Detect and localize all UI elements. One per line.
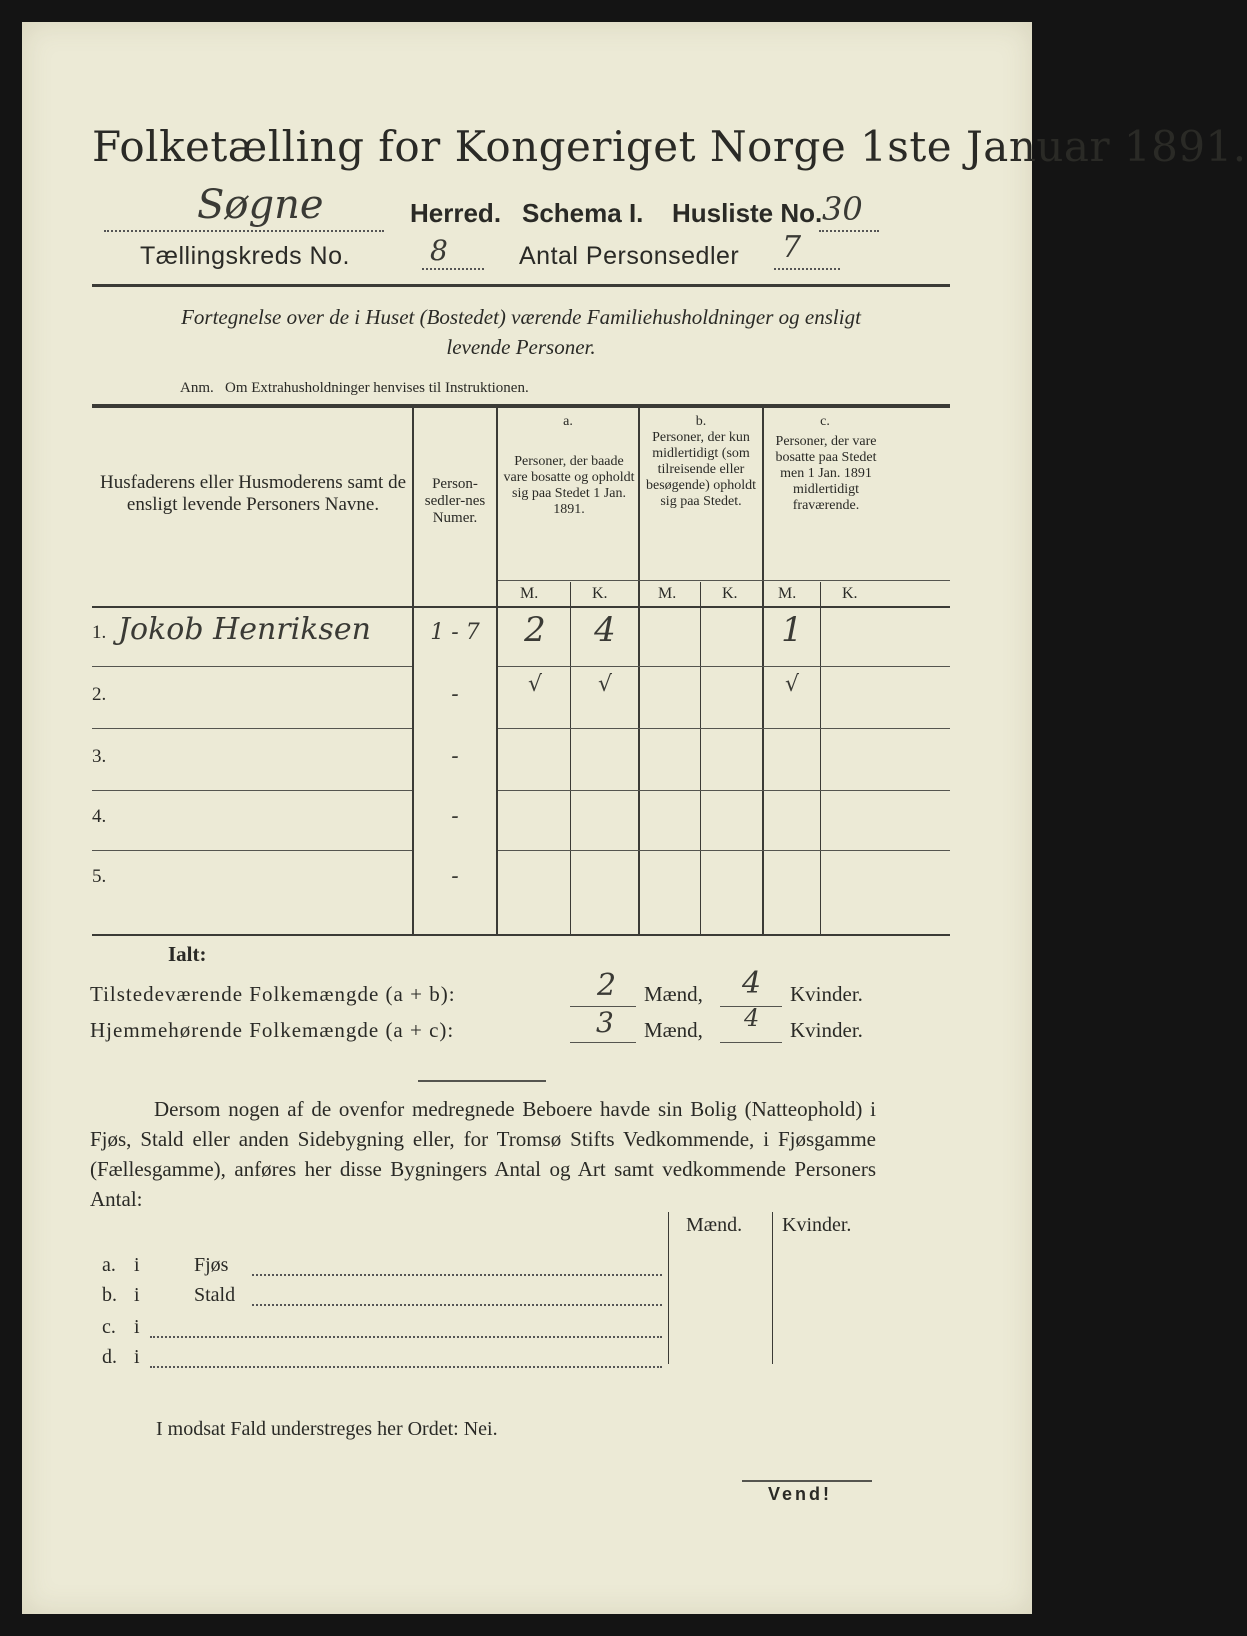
row-rule-values — [498, 666, 950, 667]
row-personsedler-numer: - — [451, 864, 459, 889]
building-item-i: i — [134, 1346, 140, 1368]
row-personsedler-numer: - — [451, 682, 459, 707]
col-divider-a — [570, 582, 571, 934]
section-divider — [418, 1080, 546, 1082]
col-a-header: Personer, der baade vare bosatte og opholdt sig paa Stedet 1 Jan. 1891. — [503, 454, 635, 517]
row-c-m-value: √ — [784, 672, 800, 697]
building-item-dots — [150, 1336, 662, 1338]
kreds-label: Tællingskreds No. — [140, 242, 350, 270]
buildings-paragraph: Dersom nogen af de ovenfor medregnede Beboere havde sin Bolig (Natteophold) i Fjøs, Stald eller anden Sidebygning eller, for Tromsø Stifts Vedkommende, i Fjøsgamme (Fællesgamme), anføres her disse Bygningers Antal og Art samt vedkommende Personers Antal: — [90, 1097, 876, 1211]
kreds-dotted-line — [422, 268, 484, 270]
col-name-header: Husfaderens eller Husmoderens samt de ensligt levende Personers Navne. — [100, 472, 407, 515]
col-b-letter: b. — [695, 414, 707, 429]
vend-rule — [742, 1480, 872, 1482]
husliste-number: 30 — [822, 190, 863, 228]
header-rule — [92, 284, 950, 287]
row-personsedler-numer: - — [451, 744, 459, 769]
col-c-k: K. — [842, 585, 858, 602]
row-rule-name — [92, 728, 412, 729]
nei-note: I modsat Fald understreges her Ordet: Nei. — [156, 1418, 498, 1440]
row-rule-values — [498, 728, 950, 729]
totals-line2-kvinder-line — [720, 1042, 782, 1043]
building-item-letter: a. — [102, 1254, 116, 1276]
totals-line2-maend-line — [570, 1042, 636, 1043]
herred-label: Herred. — [410, 198, 502, 228]
row-rule-values — [498, 790, 950, 791]
table-header-rule — [92, 606, 950, 608]
row-name: Jokob Henriksen — [118, 612, 371, 647]
row-number: 3. — [92, 746, 107, 767]
building-item-dots — [150, 1366, 662, 1368]
col-c-m: M. — [778, 585, 797, 602]
col-c-header: Personer, der vare bosatte paa Stedet men 1 Jan. 1891 midlertidigt fraværende. — [775, 434, 877, 513]
row-number: 2. — [92, 684, 107, 705]
col-divider-c — [820, 582, 821, 934]
row-personsedler-numer: - — [451, 804, 459, 829]
building-item-i: i — [134, 1316, 140, 1338]
totals-line1-label: Tilstedeværende Folkemængde (a + b): — [90, 982, 456, 1006]
herred-dotted-line — [104, 230, 384, 232]
totals-line2-label: Hjemmehørende Folkemængde (a + c): — [90, 1018, 455, 1042]
row-rule-name — [92, 850, 412, 851]
totals-line2-maend: Mænd, — [644, 1018, 703, 1042]
totals-line1-maend: Mænd, — [644, 982, 703, 1006]
totals-line1-kvinder: Kvinder. — [790, 982, 863, 1006]
table-top-rule — [92, 404, 950, 408]
buildings-col-maend: Mænd. — [686, 1214, 743, 1236]
col-num-header: Person-sedler-nes Numer. — [424, 476, 486, 526]
antal-number: 7 — [782, 230, 802, 265]
building-item-dots — [252, 1304, 662, 1306]
buildings-divider-1 — [668, 1212, 669, 1364]
husliste-label: Husliste No. — [672, 198, 823, 228]
row-number: 4. — [92, 806, 107, 827]
row-number: 1. — [92, 622, 107, 643]
col-b-header: Personer, der kun midlertidigt (som tilreisende eller besøgende) opholdt sig paa Stedet. — [645, 430, 757, 509]
row-rule-name — [92, 790, 412, 791]
building-item-i: i — [134, 1254, 140, 1276]
buildings-col-kvinder: Kvinder. — [782, 1214, 852, 1236]
totals-line2-kvinder: Kvinder. — [790, 1018, 863, 1042]
totals-line1-maend-value: 2 — [597, 968, 617, 1003]
table-bottom-rule — [92, 934, 950, 936]
row-rule-values — [498, 850, 950, 851]
building-item-letter: c. — [102, 1316, 116, 1338]
totals-line2-kvinder-value: 4 — [744, 1004, 760, 1032]
col-c-letter: c. — [820, 414, 830, 429]
ialt-label: Ialt: — [168, 942, 207, 966]
schema-label: Schema I. — [522, 198, 644, 228]
row-rule-name — [92, 666, 412, 667]
building-item-i: i — [134, 1284, 140, 1306]
intro-line-2: levende Personer. — [446, 335, 596, 359]
intro-text — [90, 302, 952, 362]
col-a-m: M. — [520, 585, 539, 602]
col-divider-b — [700, 582, 701, 934]
building-item-dots — [252, 1274, 662, 1276]
row-c-m-value: 1 — [781, 610, 803, 650]
antal-label: Antal Personsedler — [519, 242, 740, 270]
building-item-label: Fjøs — [194, 1254, 229, 1276]
row-a-m-value: √ — [527, 672, 543, 697]
col-a-letter: a. — [563, 414, 573, 429]
building-item-letter: b. — [102, 1284, 117, 1306]
anm-note: Anm. Om Extrahusholdninger henvises til Instruktionen. — [180, 380, 529, 396]
col-a-k: K. — [592, 585, 608, 602]
col-b-m: M. — [658, 585, 677, 602]
totals-line2-maend-value: 3 — [596, 1006, 614, 1039]
mk-subheader-rule — [498, 580, 950, 581]
row-a-m-value: 2 — [524, 610, 546, 650]
row-a-k-value: 4 — [594, 610, 616, 650]
building-item-letter: d. — [102, 1346, 117, 1368]
intro-line-1: Fortegnelse over de i Huset (Bostedet) værende Familiehusholdninger og ensligt — [181, 305, 861, 329]
row-personsedler-numer: 1 - 7 — [430, 620, 480, 645]
row-number: 5. — [92, 866, 107, 887]
form-title: Folketælling for Kongeriget Norge 1ste Januar 1891. — [92, 122, 1247, 171]
kreds-number: 8 — [430, 234, 448, 267]
row-a-k-value: √ — [597, 672, 613, 697]
col-divider-1 — [412, 408, 414, 934]
totals-line1-kvinder-value: 4 — [742, 966, 762, 1001]
building-item-label: Stald — [194, 1284, 236, 1306]
census-form-sheet — [22, 22, 1247, 1614]
col-b-k: K. — [722, 585, 738, 602]
herred-name: Søgne — [197, 182, 324, 228]
buildings-divider-2 — [772, 1212, 773, 1364]
husliste-dotted-line — [819, 230, 879, 232]
antal-dotted-line — [774, 268, 840, 270]
vend-label: Vend! — [768, 1484, 833, 1504]
col-divider-2 — [496, 408, 498, 934]
